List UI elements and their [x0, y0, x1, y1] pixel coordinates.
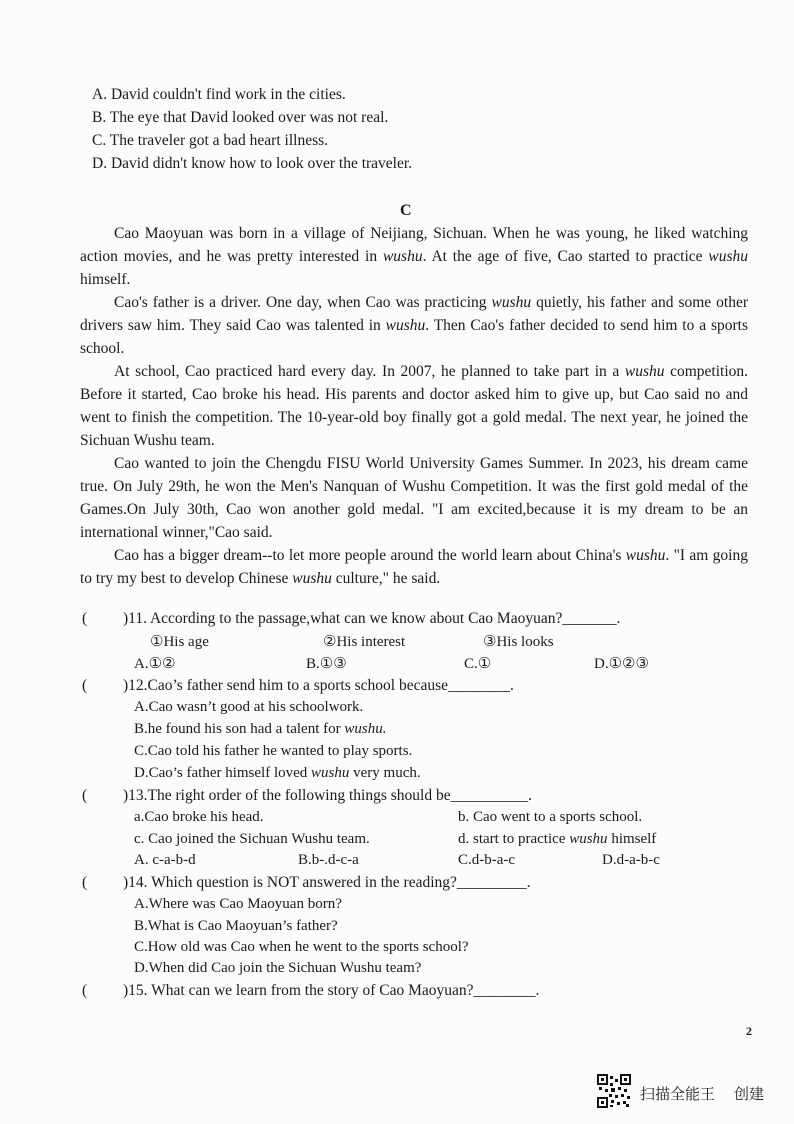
q12-option: C.Cao told his father he wanted to play sports. [134, 743, 413, 759]
q11-option: C.① [464, 656, 492, 672]
q14-option: D.When did Cao join the Sichuan Wushu team? [134, 960, 422, 976]
answer-paren: ( [82, 874, 88, 891]
option-b: B. The eye that David looked over was not real. [92, 109, 389, 126]
question-15-stem: )15. What can we learn from the story of Cao Maoyuan?________. [123, 982, 540, 999]
answer-paren: ( [82, 982, 88, 999]
q13-event: b. Cao went to a sports school. [458, 809, 643, 825]
scanner-app-name: 扫描全能王 [640, 1085, 716, 1103]
q13-option: B.b-.d-c-a [298, 852, 359, 868]
question-14-stem: )14. Which question is NOT answered in the reading?_________. [123, 874, 531, 891]
q13-option: D.d-a-b-c [602, 852, 660, 868]
q11-item: ②His interest [323, 634, 406, 650]
passage-paragraph: Cao has a bigger dream--to let more people around the world learn about China's wushu. "I am going to try my best to develop Chinese wushu culture," he said. [80, 547, 748, 587]
option-c: C. The traveler got a bad heart illness. [92, 132, 329, 149]
section-heading: C [400, 202, 412, 219]
answer-paren: ( [82, 677, 88, 694]
q13-option: A. c-a-b-d [134, 852, 196, 868]
q11-item: ③His looks [483, 634, 554, 650]
q11-option: A.①② [134, 656, 176, 672]
q13-event: c. Cao joined the Sichuan Wushu team. [134, 831, 370, 847]
passage-paragraph: Cao Maoyuan was born in a village of Neijiang, Sichuan. When he was young, he liked watching action movies, and he was pretty interested in wushu. At the age of five, Cao started to practice wushu himself. [80, 225, 749, 288]
q11-option: D.①②③ [594, 656, 649, 672]
passage-paragraph: At school, Cao practiced hard every day. In 2007, he planned to take part in a wushu competition. Before it started, Cao broke his head. His parents and doctor asked him to give up, but Cao said no and went to finish the competition. The 10-year-old boy finally got a gold medal. The next year, he joined the Sichuan Wushu team. [80, 363, 749, 449]
q11-option: B.①③ [306, 656, 347, 672]
scanner-action-label: 创建 [734, 1085, 765, 1103]
q14-option: A.Where was Cao Maoyuan born? [134, 896, 342, 912]
answer-paren: ( [82, 610, 88, 627]
q12-option: A.Cao wasn’t good at his schoolwork. [134, 699, 364, 715]
q11-item: ①His age [150, 634, 209, 650]
qr-code-icon [597, 1074, 631, 1108]
question-12-stem: )12.Cao’s father send him to a sports school because________. [123, 677, 514, 694]
q14-option: B.What is Cao Maoyuan’s father? [134, 918, 338, 934]
q12-option: B.he found his son had a talent for wushu. [134, 721, 387, 737]
option-a: A. David couldn't find work in the cities. [92, 86, 346, 103]
q13-option: C.d-b-a-c [458, 852, 516, 868]
question-13-stem: )13.The right order of the following things should be__________. [123, 787, 532, 804]
q13-event: d. start to practice wushu himself [458, 831, 657, 847]
q14-option: C.How old was Cao when he went to the sports school? [134, 939, 469, 955]
question-11-stem: )11. According to the passage,what can we know about Cao Maoyuan?_______. [123, 610, 621, 627]
passage-paragraph: Cao wanted to join the Chengdu FISU World University Games Summer. In 2023, his dream came true. On July 29th, he won the Men's Nanquan of Wushu Competition. It was the first gold medal of the Games.On July 30th, Cao won another gold medal. "I am excited,because it is my dream to be an international winner,"Cao said. [80, 455, 749, 541]
option-d: D. David didn't know how to look over the traveler. [92, 155, 413, 172]
q13-event: a.Cao broke his head. [134, 809, 264, 825]
q12-option: D.Cao’s father himself loved wushu very much. [134, 765, 421, 781]
passage-paragraph: Cao's father is a driver. One day, when Cao was practicing wushu quietly, his father and some other drivers saw him. They said Cao was talented in wushu. Then Cao's father decided to send him to a sports school. [80, 294, 749, 357]
passage [80, 222, 748, 590]
page-number: 2 [746, 1024, 752, 1038]
answer-paren: ( [82, 787, 88, 804]
